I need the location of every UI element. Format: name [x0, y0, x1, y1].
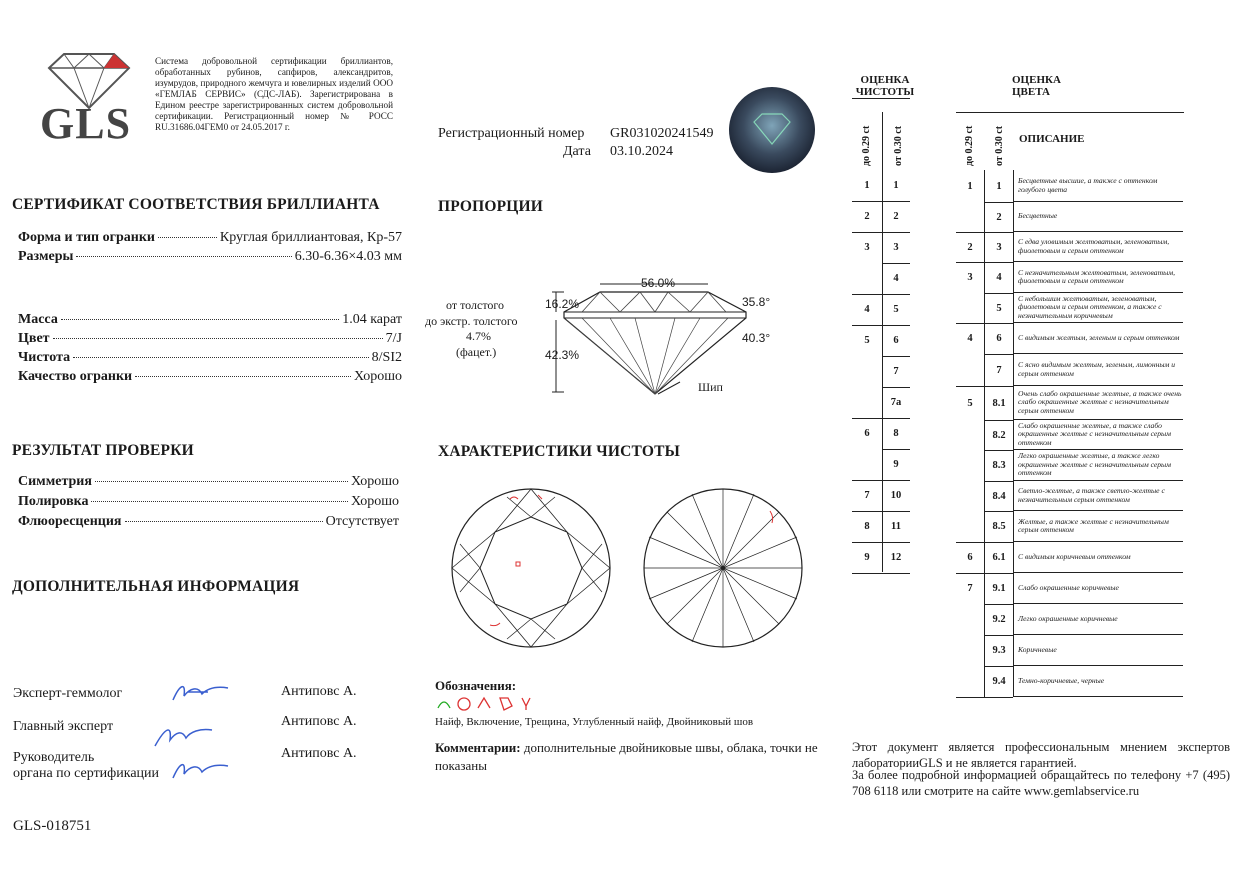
date-value: 03.10.2024 — [610, 144, 673, 159]
color-grade-large: 9.3 — [984, 635, 1013, 667]
color-grade-large: 5 — [984, 293, 1013, 324]
sig-name-2: Антиповс А. — [281, 714, 357, 729]
clarity-scale-row — [852, 356, 910, 387]
girdle-label-2: до экстр. толстого — [425, 314, 518, 328]
clarity-grade-small: 5 — [864, 335, 870, 346]
sig-name-3: Антиповс А. — [281, 746, 357, 761]
color-scale-row — [956, 666, 1184, 697]
color-description: С ясно видимым желтым, зеленым, лимонным и серым оттенком — [1013, 354, 1183, 386]
clarity-chars-title: ХАРАКТЕРИСТИКИ ЧИСТОТЫ — [438, 443, 681, 460]
clarity-scale-row — [852, 201, 910, 232]
clarity-scale-row — [852, 263, 910, 294]
logo — [34, 50, 144, 148]
color-description: Коричневые — [1013, 635, 1183, 666]
clarity-grade-large: 7a — [882, 387, 910, 419]
color-description: С едва уловимым желтоватым, зеленоватым, фиолетовым и серым оттенком — [1013, 232, 1183, 262]
color-scale-row — [956, 262, 1184, 293]
crown-plot-diagram — [450, 487, 612, 649]
color-scale-row — [956, 323, 1184, 354]
color-scale-row — [956, 542, 1184, 573]
clarity-col1-header: до 0.29 ct — [861, 125, 872, 166]
row-polish: Полировка Хорошо — [18, 494, 399, 509]
reg-value: GR031020241549 — [610, 126, 714, 141]
color-description: Бесцветные — [1013, 202, 1183, 232]
crown-height: 16.2% — [545, 297, 580, 311]
signature-2-icon — [150, 720, 230, 750]
row-cut-type: Форма и тип огранки Круглая бриллиантовая, Кр-57 — [18, 230, 402, 245]
row-mass: Масса 1.04 карат — [18, 312, 402, 327]
color-grade-large: 6.1 — [984, 542, 1013, 574]
color-grade-large: 8.4 — [984, 481, 1013, 512]
clarity-grade-small — [852, 356, 882, 387]
clarity-grade-small: 1 — [852, 170, 882, 202]
certificate-rows — [18, 230, 402, 265]
color-grade-large: 9.4 — [984, 666, 1013, 698]
color-scale-row — [956, 232, 1184, 262]
signature-3-icon — [168, 756, 238, 784]
color-col1-header: до 0.29 ct — [964, 125, 975, 166]
color-grade-small: 6 — [956, 542, 984, 574]
clarity-scale-row — [852, 480, 910, 511]
clarity-grade-small: 3 — [864, 242, 870, 253]
culet: Шип — [698, 380, 723, 394]
color-grade-small — [956, 511, 984, 543]
color-scale-row — [956, 293, 1184, 323]
clarity-grade-small: 2 — [852, 201, 882, 233]
legend-title: Обозначения: — [435, 678, 517, 693]
color-description: Желтые, а также желтые с незначительным серым оттенком — [1013, 511, 1183, 542]
color-scale-header-line — [956, 112, 1184, 113]
sig-role-1: Эксперт-геммолог — [13, 686, 123, 701]
legend-symbols-icon — [436, 694, 546, 712]
clarity-grade-large: 7 — [882, 356, 910, 388]
signature-1-icon — [168, 678, 248, 706]
pavilion-depth: 42.3% — [545, 348, 580, 362]
color-grade-small — [956, 635, 984, 666]
color-grade-small — [956, 202, 984, 233]
color-grade-large: 9.1 — [984, 573, 1013, 605]
footer-line-1: Этот документ является профессиональным мнением экспертов лабораторииGLS и не является гарантией. — [852, 740, 1230, 770]
clarity-grade-large: 1 — [882, 170, 910, 202]
color-grade-large: 8.5 — [984, 511, 1013, 543]
color-scale-row — [956, 420, 1184, 450]
sig-role-3: Руководитель — [13, 750, 95, 765]
color-scale-row — [956, 604, 1184, 635]
crown-angle: 35.8° — [742, 295, 771, 309]
additional-title: ДОПОЛНИТЕЛЬНАЯ ИНФОРМАЦИЯ — [12, 578, 300, 595]
color-scale-row — [956, 573, 1184, 604]
color-scale-row — [956, 386, 1184, 420]
clarity-scale-row — [852, 418, 910, 449]
legend-text: Найф, Включение, Трещина, Углубленный найф, Двойниковый шов — [435, 716, 754, 728]
color-grade-small: 3 — [967, 272, 973, 283]
pavilion-angle: 40.3° — [742, 331, 771, 345]
clarity-scale-row — [852, 387, 910, 418]
color-grade-small — [956, 293, 984, 324]
color-grade-large: 6 — [984, 323, 1013, 355]
sig-name-1: Антиповс А. — [281, 684, 357, 699]
comments — [435, 739, 820, 775]
clarity-grade-large: 8 — [882, 418, 910, 450]
clarity-scale-title: ОЦЕНКА ЧИСТОТЫ — [855, 74, 915, 98]
clarity-scale-row — [852, 170, 910, 201]
color-description: С незначительным желтоватым, зеленоватым, фиолетовым и серым оттенком — [1013, 262, 1183, 293]
color-grade-large: 2 — [984, 202, 1013, 233]
color-description: Слабо окрашенные коричневые — [1013, 573, 1183, 604]
clarity-grade-small: 9 — [852, 542, 882, 574]
logo-text: GLS — [40, 99, 132, 148]
color-grade-small — [956, 420, 984, 450]
clarity-grade-small — [852, 449, 882, 481]
color-grade-large: 8.1 — [984, 386, 1013, 421]
color-grade-small — [956, 354, 984, 387]
comments-label: Комментарии: — [435, 740, 521, 755]
color-grade-small — [956, 450, 984, 481]
color-grade-large: 7 — [984, 354, 1013, 387]
color-description: С видимым желтым, зеленым и серым оттенком — [1013, 323, 1183, 354]
color-scale-title: ОЦЕНКА ЦВЕТА — [1012, 74, 1061, 98]
row-dimensions: Размеры 6.30-6.36×4.03 мм — [18, 249, 402, 264]
clarity-scale-header-line — [852, 98, 910, 99]
clarity-grade-large: 5 — [882, 294, 910, 326]
sig-role-3b: органа по сертификации — [13, 766, 160, 781]
row-symmetry: Симметрия Хорошо — [18, 474, 399, 489]
pavilion-plot-diagram — [642, 487, 804, 649]
color-col2-header: от 0.30 ct — [994, 125, 1005, 166]
clarity-grade-small: 4 — [852, 294, 882, 326]
certificate-title: СЕРТИФИКАТ СООТВЕТСТВИЯ БРИЛЛИАНТА — [12, 196, 380, 213]
clarity-col2-header: от 0.30 ct — [893, 125, 904, 166]
color-grade-small: 2 — [956, 232, 984, 263]
clarity-grade-large: 11 — [882, 511, 910, 543]
color-grade-small: 5 — [967, 397, 973, 409]
girdle-label-1: от толстого — [446, 298, 505, 312]
girdle-label-3: (фацет.) — [456, 345, 497, 359]
clarity-scale-row — [852, 449, 910, 480]
color-scale-row — [956, 635, 1184, 666]
color-col3-header: ОПИСАНИЕ — [1019, 133, 1085, 145]
color-grade-small — [956, 481, 984, 511]
color-description: Бесцветные высшие, а также с оттенком голубого цвета — [1013, 170, 1183, 202]
color-grade-large: 8.3 — [984, 450, 1013, 482]
color-grade-large: 4 — [984, 262, 1013, 294]
color-grade-large: 8.2 — [984, 420, 1013, 451]
color-grade-large: 9.2 — [984, 604, 1013, 636]
color-scale-row — [956, 481, 1184, 511]
clarity-grade-small: 7 — [852, 480, 882, 512]
result-title: РЕЗУЛЬТАТ ПРОВЕРКИ — [12, 442, 194, 459]
color-description: С видимым коричневым оттенком — [1013, 542, 1183, 573]
color-grade-small: 4 — [967, 333, 973, 344]
clarity-scale-row — [852, 232, 910, 263]
proportions-title: ПРОПОРЦИИ — [438, 198, 544, 215]
org-description: Система добровольной сертификации бриллиантов, обработанных рубинов, сапфиров, александритов, изумрудов, природного жемчуга и ювелирных изделий ООО «ГЕМЛАБ СЕРВИС» (СДС-ЛАБ). Зарегистрирована в Едином реестре зарегистрированных систем добровольной сертификации. Регистрационный номер № РОСС RU.31686.04ГЕМ0 от 24.05.2017 г. — [155, 56, 393, 132]
color-description: Легко окрашенные желтые, а также легко окрашенные желтые с незначительным серым оттенком — [1013, 450, 1183, 481]
clarity-grade-large: 3 — [882, 232, 910, 264]
clarity-scale-row — [852, 325, 910, 356]
color-scale-row — [956, 202, 1184, 232]
color-description: Слабо окрашенные желтые, а также слабо окрашенные желтые с незначительным серым оттенком — [1013, 420, 1183, 450]
row-fluorescence: Флюоресценция Отсутствует — [18, 514, 399, 529]
row-color: Цвет 7/J — [18, 331, 402, 346]
color-grade-large: 3 — [984, 232, 1013, 263]
color-grade-small — [956, 604, 984, 635]
footer-line-2: За более подробной информацией обращайтесь по телефону +7 (495) 708 6118 или смотрите на сайте www.gemlabservice.ru — [852, 768, 1230, 798]
clarity-grade-small — [852, 263, 882, 295]
clarity-grade-large: 2 — [882, 201, 910, 233]
date-label: Дата — [563, 144, 591, 159]
result-rows — [18, 474, 399, 530]
clarity-grade-small: 6 — [864, 428, 870, 439]
row-cut-quality: Качество огранки Хорошо — [18, 369, 402, 384]
reg-label: Регистрационный номер — [438, 126, 585, 141]
color-grade-small: 7 — [967, 583, 973, 594]
cert-number: GLS-018751 — [13, 818, 92, 834]
row-clarity: Чистота 8/SI2 — [18, 350, 402, 365]
hologram-seal-icon — [728, 86, 816, 174]
clarity-grade-large: 4 — [882, 263, 910, 295]
color-description: С небольшим желтоватым, зеленоватым, фиолетовым и серым оттенком, а также с незначительным коричневым — [1013, 293, 1183, 323]
color-scale-row — [956, 450, 1184, 481]
color-description: Светло-желтые, а также светло-желтые с незначительным серым оттенком — [1013, 481, 1183, 511]
clarity-grade-large: 12 — [882, 542, 910, 574]
color-grade-small: 1 — [967, 180, 973, 192]
certificate-rows-2 — [18, 312, 402, 385]
comments-text: дополнительные двойниковые швы, облака, точки не показаны — [435, 740, 818, 773]
clarity-grade-large: 10 — [882, 480, 910, 512]
clarity-grade-large: 6 — [882, 325, 910, 357]
color-grade-small — [956, 666, 984, 698]
clarity-grade-small: 8 — [852, 511, 882, 543]
girdle-value: 4.7% — [466, 329, 491, 343]
sig-role-2: Главный эксперт — [13, 719, 114, 734]
clarity-scale-row — [852, 294, 910, 325]
color-scale-row — [956, 354, 1184, 386]
color-scale-row — [956, 511, 1184, 542]
table-pct: 56.0% — [641, 276, 676, 290]
color-description: Темно-коричневые, черные — [1013, 666, 1183, 697]
clarity-scale-row — [852, 542, 910, 573]
color-grade-large: 1 — [984, 170, 1013, 203]
color-description: Легко окрашенные коричневые — [1013, 604, 1183, 635]
clarity-scale-row — [852, 511, 910, 542]
clarity-grade-large: 9 — [882, 449, 910, 481]
color-description: Очень слабо окрашенные желтые, а также очень слабо окрашенные желтые с незначительным серым оттенком — [1013, 386, 1183, 420]
color-scale-row — [956, 170, 1184, 202]
clarity-grade-small — [852, 387, 882, 419]
